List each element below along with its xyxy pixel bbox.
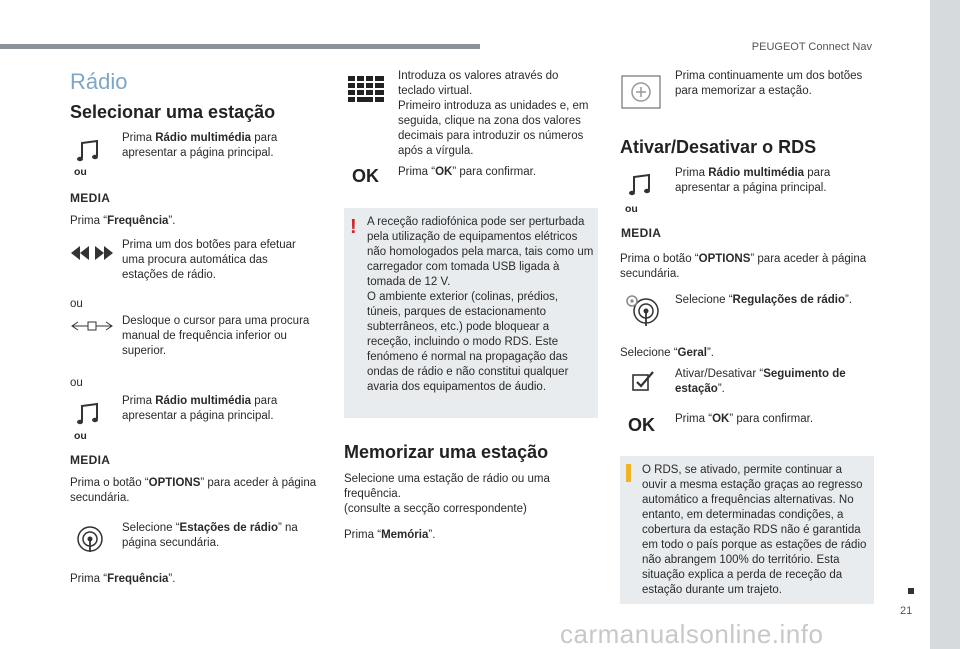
or-label: ou [70,298,83,310]
radio-settings-icon [624,293,660,327]
manual-tuning-icon [70,320,114,332]
seek-text: Prima um dos botões para efetuar uma procura automática das estações de rádio. [122,239,296,281]
or-label: ou [70,377,83,389]
select-radio-settings: Selecione “Regulações de rádio”. [675,294,853,306]
prima-memoria: Prima “Memória”. [344,529,436,541]
section-heading-memorize: Memorizar uma estação [344,442,549,462]
press-hold-text: Prima continuamente um dos botões para memorizar a estação. [675,70,863,97]
ok-text-rds: Prima “OK” para confirmar. [675,413,814,425]
music-note-icon [76,401,102,427]
seek-arrows-icon [70,246,114,260]
ok-icon: OK [628,415,655,435]
or-label: ou [74,166,87,178]
ok-text: Prima “OK” para confirmar. [398,166,537,178]
music-note-icon [76,138,102,164]
section-heading-rds: Ativar/Desativar o RDS [620,137,817,157]
options-text-rds: Prima o botão “OPTIONS” para aceder à página secundária. [620,253,867,280]
or-label: ou [625,203,638,215]
manual-text: Desloque o cursor para uma procura manual de frequência inferior ou superior. [122,315,310,357]
page-number: 21 [900,605,913,617]
keyboard-text: Introduza os valores através do teclado virtual. Primeiro introduza as unidades e, em seguida, clique na zona dos valores decimais para introduzir os números após a vírgula. [398,70,589,157]
media-button-label: MEDIA [70,191,111,205]
step-radio-multimedia: Prima Rádio multimédia para apresentar a página principal. [122,132,278,159]
info-text: O RDS, se ativado, permite continuar a ouvir a mesma estação graças ao regresso automático a frequências alternativas. No entanto, em determinadas condições, a cobertura da estação RDS não é garantida em todo o país porque as estações de rádio não abrangem 100% do território. Esta situação explica a perda de receção da estação durante um trajeto. [642,464,867,596]
or-label: ou [74,430,87,442]
warning-icon: ! [350,216,357,238]
add-preset-icon [621,75,661,109]
media-button-label: MEDIA [621,226,662,240]
section-heading-select: Selecionar uma estação [70,102,276,122]
radio-antenna-icon [76,525,104,553]
options-text: Prima o botão “OPTIONS” para aceder à página secundária. [70,477,317,504]
page-title: Rádio [70,69,128,94]
checkbox-icon [632,370,656,392]
select-radio-stations: Selecione “Estações de rádio” na página secundária. [122,522,298,549]
media-button-label: MEDIA [70,453,111,467]
keyboard-icon [348,76,384,102]
music-note-icon [628,172,654,198]
step-radio-multimedia-3: Prima Rádio multimédia para apresentar a página principal. [675,167,831,194]
continuation-marker [908,588,914,594]
select-geral: Selecione “Geral”. [620,347,714,359]
header-rule [0,44,480,49]
prima-frequencia-2: Prima “Frequência”. [70,573,176,585]
prima-frequencia: Prima “Frequência”. [70,215,176,227]
toggle-station-follow: Ativar/Desativar “Seguimento de estação”. [675,368,846,395]
watermark: carmanualsonline.info [560,619,824,649]
page-side-bar [930,0,960,649]
ok-icon: OK [352,166,379,186]
warning-text: A receção radiofónica pode ser perturbada pela utilização de equipamentos elétricos não homologados pela marca, tais como um carregador com tomada USB ligada à tomada de 12 V. O ambiente exterior (colinas, prédios, túneis, parques de estacionamento subterrâneos, etc.) pode bloquear a receção, incluindo o modo RDS. Este fenómeno é normal na propagação das ondas de rádio e não constitui qualquer avaria dos equipamentos de áudio. [367,216,594,393]
memorize-select-text: Selecione uma estação de rádio ou uma frequência. (consulte a secção correspondente) [344,473,550,515]
header-title: PEUGEOT Connect Nav [751,41,872,53]
info-icon [626,464,631,482]
step-radio-multimedia-2: Prima Rádio multimédia para apresentar a página principal. [122,395,278,422]
